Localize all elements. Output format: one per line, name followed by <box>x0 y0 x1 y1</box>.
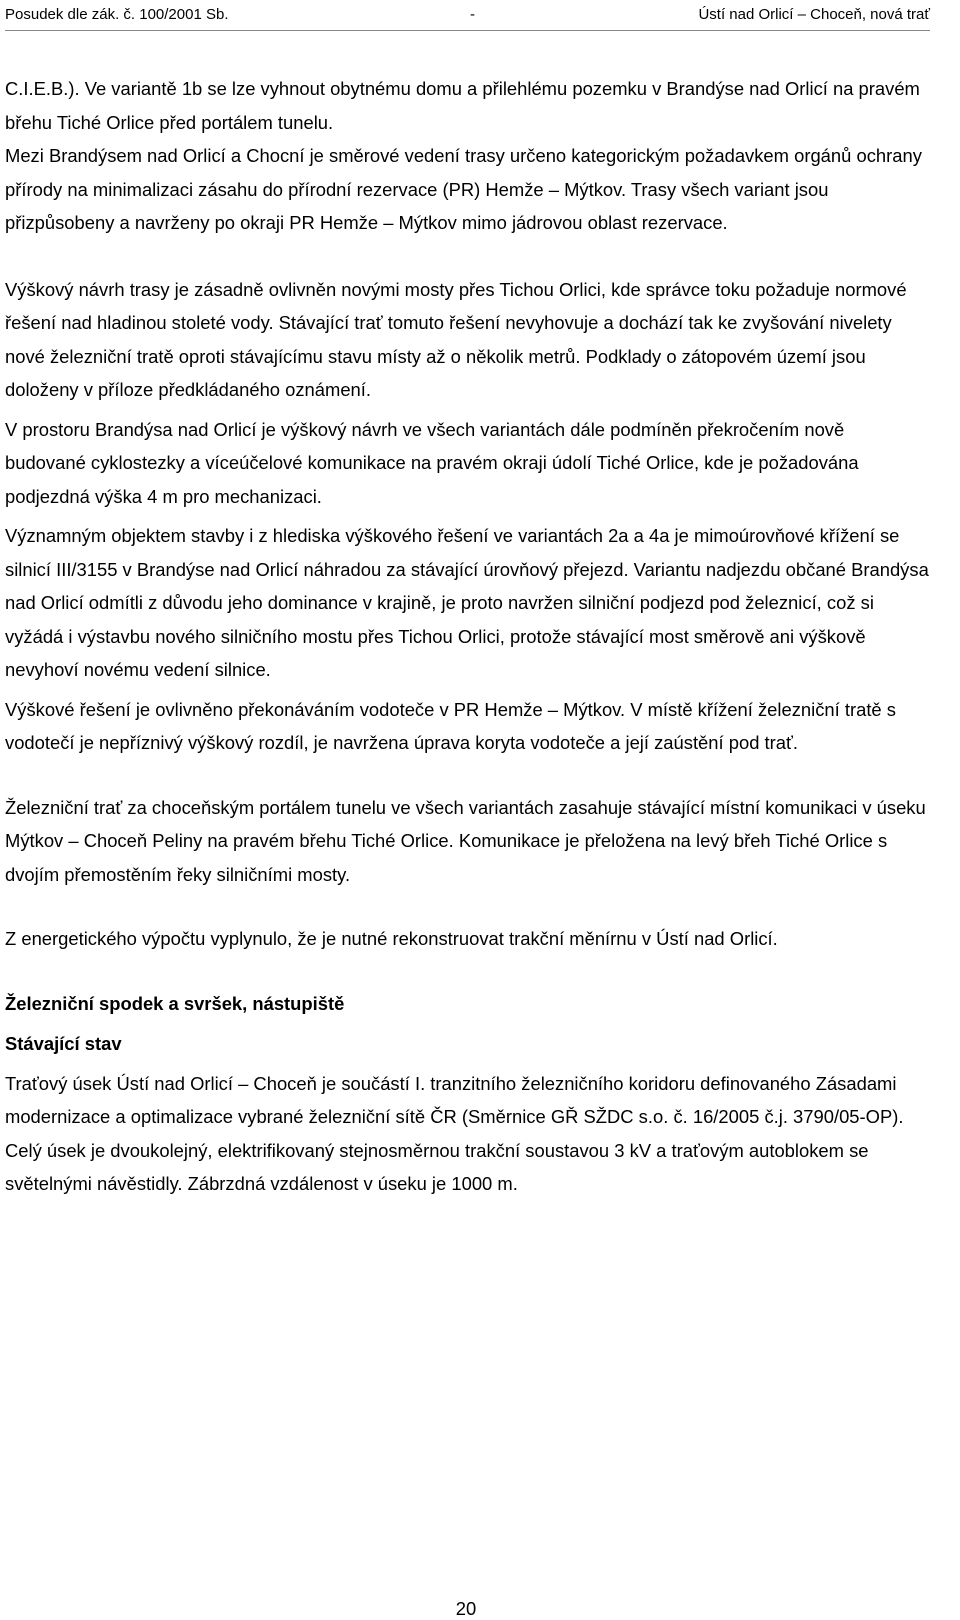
page-number: 20 <box>455 1598 477 1619</box>
header-project-title: Ústí nad Orlicí – Choceň, nová trať <box>698 6 930 23</box>
paragraph-spacer <box>5 240 930 273</box>
paragraph-spacer <box>5 891 930 922</box>
paragraph-road-crossing: Významným objektem stavby i z hlediska výškového řešení ve variantách 2a a 4a je mimoúrovňové křížení se silnicí III/3155 v Brandýse nad Orlicí náhradou za stávající úrovňový přejezd. Variantu nadjezdu občané Brandýsa nad Orlicí odmítli z důvodu jeho dominance v krajině, je proto navržen silniční podjezd pod železnicí, což si vyžádá i výstavbu nového silničního mostu přes Tichou Orlici, protože stávající most směrově ani výškově nevyhoví novému vedení silnice. <box>5 525 929 680</box>
paragraph-height-design: Výškový návrh trasy je zásadně ovlivněn novými mosty přes Tichou Orlici, kde správce toku požaduje normové řešení nad hladinou stoleté vody. Stávající trať tomuto řešení nevyhovuje a dochází tak ke zvyšování nivelety nové železniční tratě oproti stávajícímu stavu místy až o několik metrů. Podklady o zátopovém území jsou doloženy v příloze předkládaného oznámení. <box>5 278 907 400</box>
header-divider <box>5 30 930 31</box>
paragraph-variant-1b: C.I.E.B.). Ve variantě 1b se lze vyhnout obytnému domu a přilehlému pozemku v Brandýse nad Orlicí na pravém břehu Tiché Orlice před portálem tunelu. <box>5 78 920 133</box>
page-header <box>5 4 930 26</box>
section-heading: Železniční spodek a svršek, nástupiště <box>5 992 345 1014</box>
header-separator: - <box>470 6 475 23</box>
paragraph-local-road: Železniční trať za choceňským portálem tunelu ve všech variantách zasahuje stávající místní komunikaci v úseku Mýtkov – Choceň Peliny na pravém břehu Tiché Orlice. Komunikace je přeložena na levý břeh Tiché Orlice s dvojím přemostěním řeky silničními mosty. <box>5 796 926 885</box>
paragraph-spacer <box>5 760 930 791</box>
paragraph-watercourse: Výškové řešení je ovlivněno překonáváním vodoteče v PR Hemže – Mýtkov. V místě křížení železniční tratě s vodotečí je nepříznivý výškový rozdíl, je navržena úprava koryta vodoteče a její zaústění pod trať. <box>5 698 896 753</box>
document-body <box>5 72 930 1201</box>
paragraph-spacer <box>5 956 930 987</box>
paragraph-traction-substation: Z energetického výpočtu vyplynulo, že je nutné rekonstruovat trakční měnírnu v Ústí nad Orlicí. <box>5 928 778 949</box>
paragraph-route-direction: Mezi Brandýsem nad Orlicí a Chocní je směrové vedení trasy určeno kategorickým požadavkem orgánů ochrany přírody na minimalizaci zásahu do přírodní rezervace (PR) Hemže – Mýtkov. Trasy všech variant jsou přizpůsobeny a navrženy po okraji PR Hemže – Mýtkov mimo jádrovou oblast rezervace. <box>5 145 922 233</box>
paragraph-current-state: Traťový úsek Ústí nad Orlicí – Choceň je součástí I. tranzitního železničního koridoru definovaného Zásadami modernizace a optimalizace vybrané železniční sítě ČR (Směrnice GŘ SŽDC s.o. č. 16/2005 č.j. 3790/05-OP). Celý úsek je dvoukolejný, elektrifikovaný stejnosměrnou trakční soustavou 3 kV a traťovým autoblokem se světelnými návěstidly. Zábrzdná vzdálenost v úseku je 1000 m. <box>5 1072 904 1194</box>
paragraph-brandys-area: V prostoru Brandýsa nad Orlicí je výškový návrh ve všech variantách dále podmíněn překročením nově budované cyklostezky a víceúčelové komunikace na pravém okraji údolí Tiché Orlice, kde je požadována podjezdná výška 4 m pro mechanizaci. <box>5 418 859 507</box>
subsection-heading: Stávající stav <box>5 1033 122 1054</box>
header-document-reference: Posudek dle zák. č. 100/2001 Sb. <box>5 6 229 23</box>
